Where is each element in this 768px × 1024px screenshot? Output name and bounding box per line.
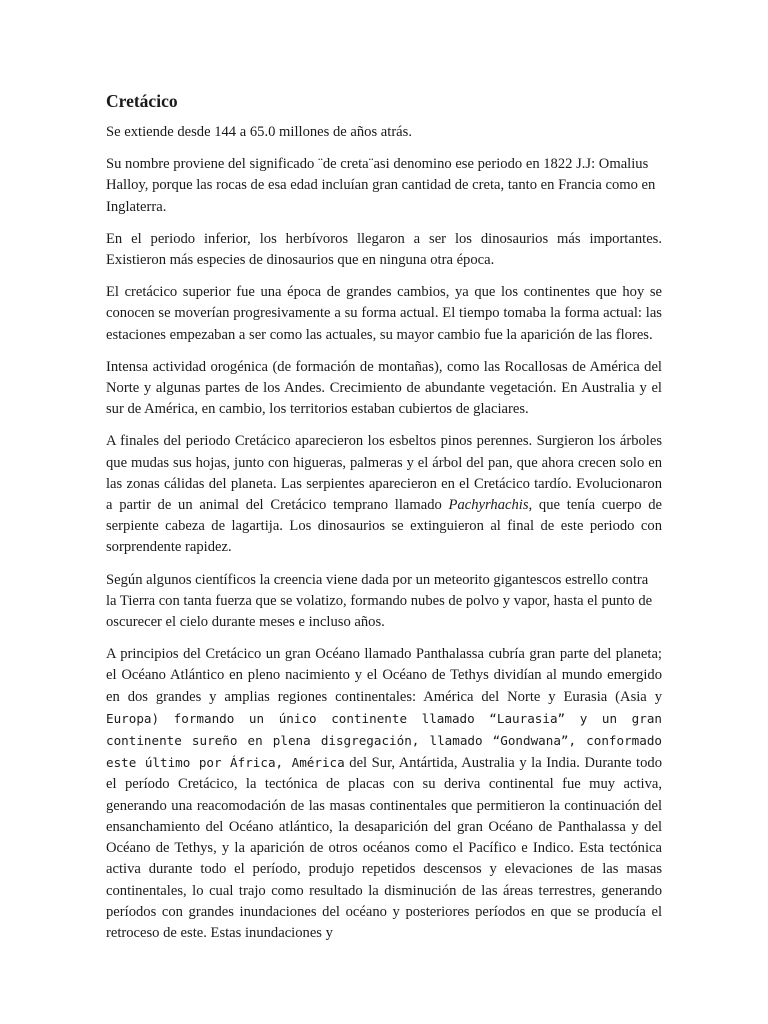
paragraph-time-range: Se extiende desde 144 a 65.0 millones de años atrás.: [106, 124, 412, 140]
paragraph-orogenic-activity: Intensa actividad orogénica (de formación de montañas), como las Rocallosas de América del Norte y algunas partes de los Andes. Crecimiento de abundante vegetación. En Australia y el sur de América, en cambio, los territorios estaban cubiertos de glaciares.: [106, 358, 662, 418]
paragraph-late-cretaceous-text-after: que tenía cuerpo de serpiente cabeza de lagartija. Los dinosaurios se extinguieron al final de este periodo con sorprendente rapidez.: [106, 497, 662, 556]
paragraph-oceans-text-after: del Sur, Antártida, Australia y la India. Durante todo el período Cretácico, la tectónica de placas con su deriva continental fue muy activa, generando una reacomodación de las masas continentales que permitieron la continuación del ensanchamiento del Océano atlántico, la desaparición del gran Océano de Panthalassa y del Océano de Tethys, y la aparición de otros océanos como el Pacífico e Indico. Esta tectónica activa durante todo el período, produjo repetidos descensos y elevaciones de las masas continentales, lo cual trajo como resultado la disminución de las áreas terrestres, generando períodos con grandes inundaciones del océano y posteriores períodos en que se producía el retroceso de este. Estas inundaciones y: [106, 755, 662, 941]
paragraph-name-origin: Su nombre proviene del significado ¨de creta¨asi denomino ese periodo en 1822 J.J: Omalius Halloy, porque las rocas de esa edad incluían gran cantidad de creta, tanto en Francia como en Inglaterra.: [106, 156, 656, 215]
paragraph-oceans-text-before: A principios del Cretácico un gran Océano llamado Panthalassa cubría gran parte del planeta; el Océano Atlántico en pleno nacimiento y el Océano de Tethys dividían al mundo emergido en dos grandes y amplias regiones continentales: América del Norte y Eurasia (Asia y: [106, 646, 662, 705]
paragraph-oceans-continents: [106, 644, 662, 944]
paragraph-meteorite: Según algunos científicos la creencia viene dada por un meteorito gigantescos estrello contra la Tierra con tanta fuerza que se volatizo, formando nubes de polvo y vapor, hasta el punto de oscurecer el cielo durante meses e incluso años.: [106, 571, 653, 631]
document-title: Cretácico: [106, 91, 178, 111]
paragraph-lower-period: En el periodo inferior, los herbívoros llegaron a ser los dinosaurios más importantes. Existieron más especies de dinosaurios que en ninguna otra época.: [106, 230, 662, 269]
paragraph-upper-cretaceous: El cretácico superior fue una época de grandes cambios, ya que los continentes que hoy se conocen se moverían progresivamente a su forma actual. El tiempo tomaba la forma actual: las estaciones empezaban a ser como las actuales, su mayor cambio fue la aparición de las flores.: [106, 284, 662, 343]
pachyrhachis-italic: Pachyrhachis,: [448, 497, 533, 514]
paragraph-late-cretaceous-text-before: A finales del periodo Cretácico aparecieron los esbeltos pinos perennes. Surgieron los árboles que mudas sus hojas, junto con higueras, palmeras y el árbol del pan, que ahora crecen solo en las zonas cálidas del planeta. Las serpientes aparecieron en el Cretácico tardío. Evolucionaron a partir de un animal del Cretácico temprano llamado: [106, 433, 662, 514]
paragraph-oceans-mono-chunk: Europa) formando un único continente llamado “Laurasia” y un gran continente sureño en plena disgregación, llamado “Gondwana”, conformado este último por África, América: [106, 710, 662, 771]
paragraph-late-cretaceous: [106, 431, 662, 558]
